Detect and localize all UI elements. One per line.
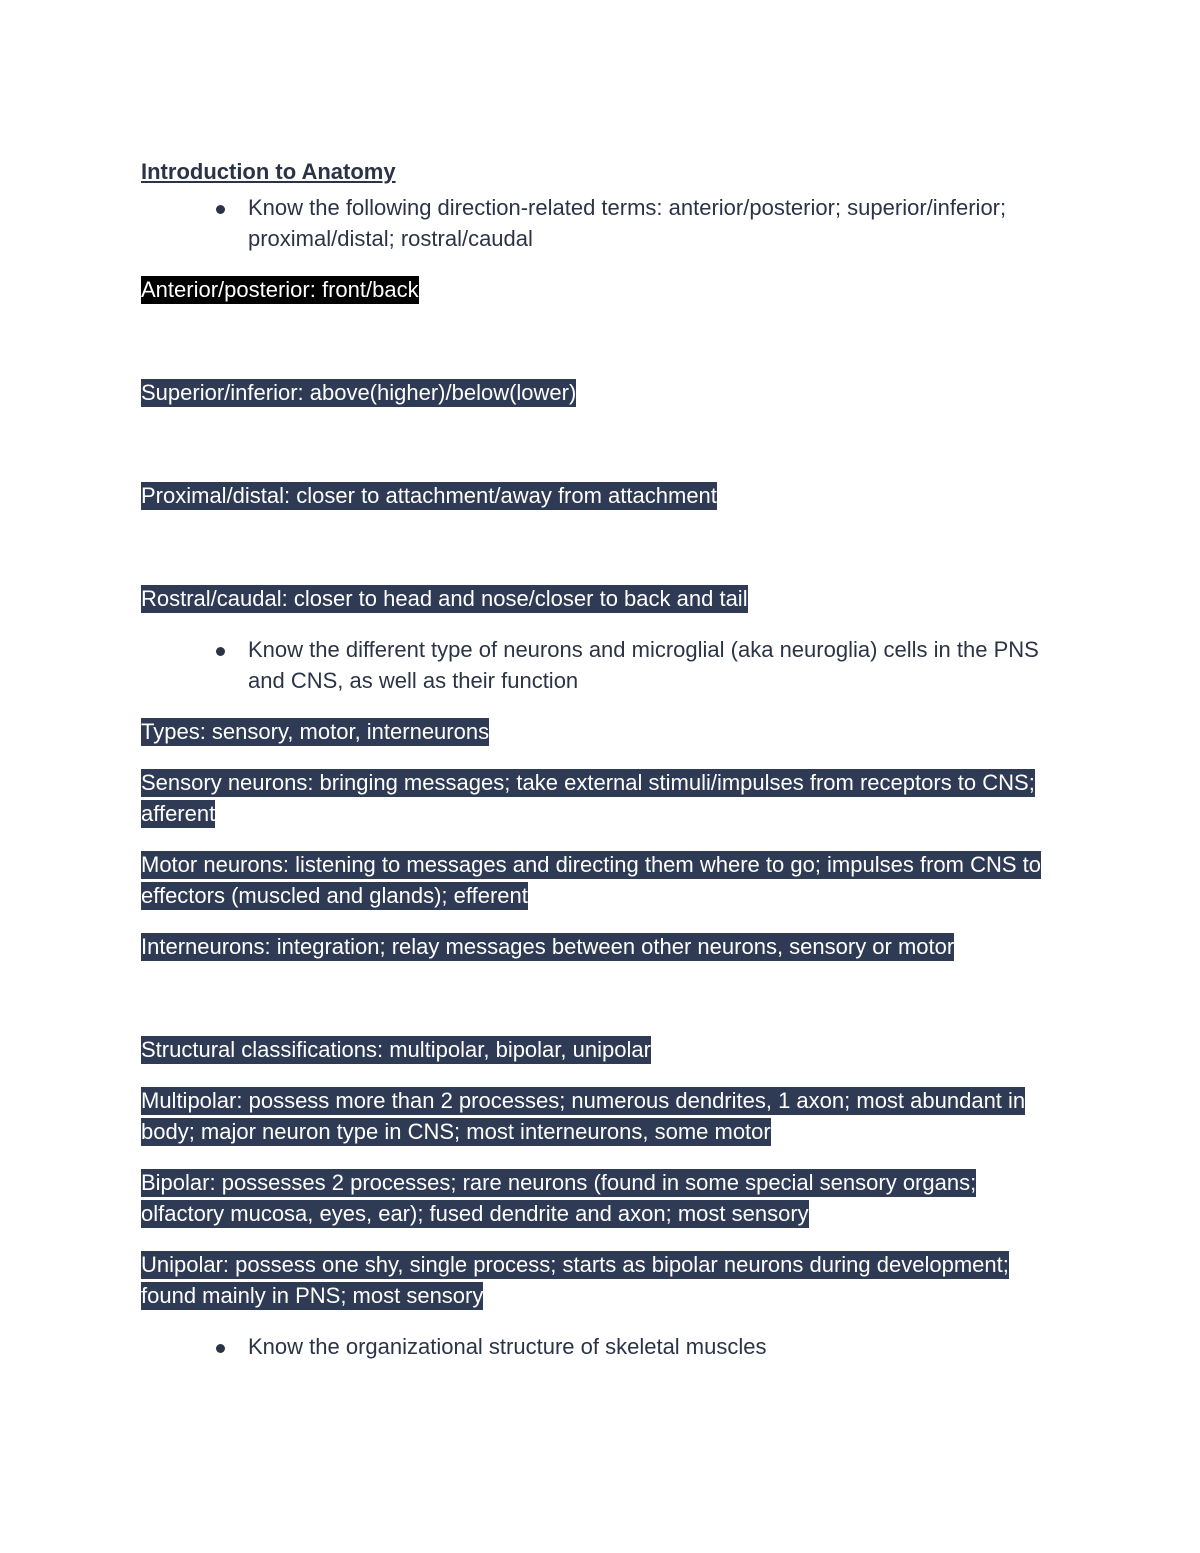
page-title: Introduction to Anatomy xyxy=(141,159,396,184)
bullet-dot-icon xyxy=(216,1344,225,1353)
term-proximal-distal xyxy=(141,480,1061,511)
highlighted-text: Proximal/distal: closer to attachment/away from attachment xyxy=(141,483,717,508)
highlighted-text: Structural classifications: multipolar, bipolar, unipolar xyxy=(141,1037,651,1062)
bullet-dot-icon xyxy=(216,647,225,656)
bullet-text: Know the different type of neurons and microglial (aka neuroglia) cells in the PNS and CNS, as well as their function xyxy=(248,637,1039,693)
bullet-neuron-types xyxy=(141,634,1061,696)
multipolar-para xyxy=(141,1085,1061,1147)
bullet-text: Know the following direction-related terms: anterior/posterior; superior/inferior; proximal/distal; rostral/caudal xyxy=(248,195,1007,251)
bullet-dot-icon xyxy=(216,205,225,214)
sensory-neurons-para xyxy=(141,767,1061,829)
highlighted-text: Anterior/posterior: front/back xyxy=(141,277,419,302)
bullet-skeletal-muscles xyxy=(141,1331,1061,1362)
highlighted-text: Superior/inferior: above(higher)/below(lower) xyxy=(141,380,577,405)
highlighted-text: Bipolar: possesses 2 processes; rare neurons (found in some special sensory organs; olfactory mucosa, eyes, ear); fused dendrite and axon; most sensory xyxy=(141,1170,977,1226)
neuron-types-line xyxy=(141,716,1061,747)
highlighted-text: Unipolar: possess one shy, single process; starts as bipolar neurons during development; found mainly in PNS; most sensory xyxy=(141,1252,1009,1308)
highlighted-text: Rostral/caudal: closer to head and nose/closer to back and tail xyxy=(141,586,748,611)
bullet-text: Know the organizational structure of skeletal muscles xyxy=(248,1334,767,1359)
highlighted-text: Multipolar: possess more than 2 processes; numerous dendrites, 1 axon; most abundant in body; major neuron type in CNS; most interneurons, some motor xyxy=(141,1088,1026,1144)
bullet-direction-terms xyxy=(141,192,1061,254)
document-content xyxy=(141,156,1061,1382)
unipolar-para xyxy=(141,1249,1061,1311)
term-rostral-caudal xyxy=(141,583,1061,614)
motor-neurons-para xyxy=(141,849,1061,911)
highlighted-text: Types: sensory, motor, interneurons xyxy=(141,719,490,744)
highlighted-text: Sensory neurons: bringing messages; take external stimuli/impulses from receptors to CNS; afferent xyxy=(141,770,1035,826)
interneurons-para xyxy=(141,931,1061,962)
highlighted-text: Motor neurons: listening to messages and directing them where to go; impulses from CNS to effectors (muscled and glands); efferent xyxy=(141,852,1041,908)
bipolar-para xyxy=(141,1167,1061,1229)
term-anterior-posterior xyxy=(141,274,1061,305)
highlighted-text: Interneurons: integration; relay messages between other neurons, sensory or motor xyxy=(141,934,955,959)
term-superior-inferior xyxy=(141,377,1061,408)
structural-classifications-line xyxy=(141,1034,1061,1065)
